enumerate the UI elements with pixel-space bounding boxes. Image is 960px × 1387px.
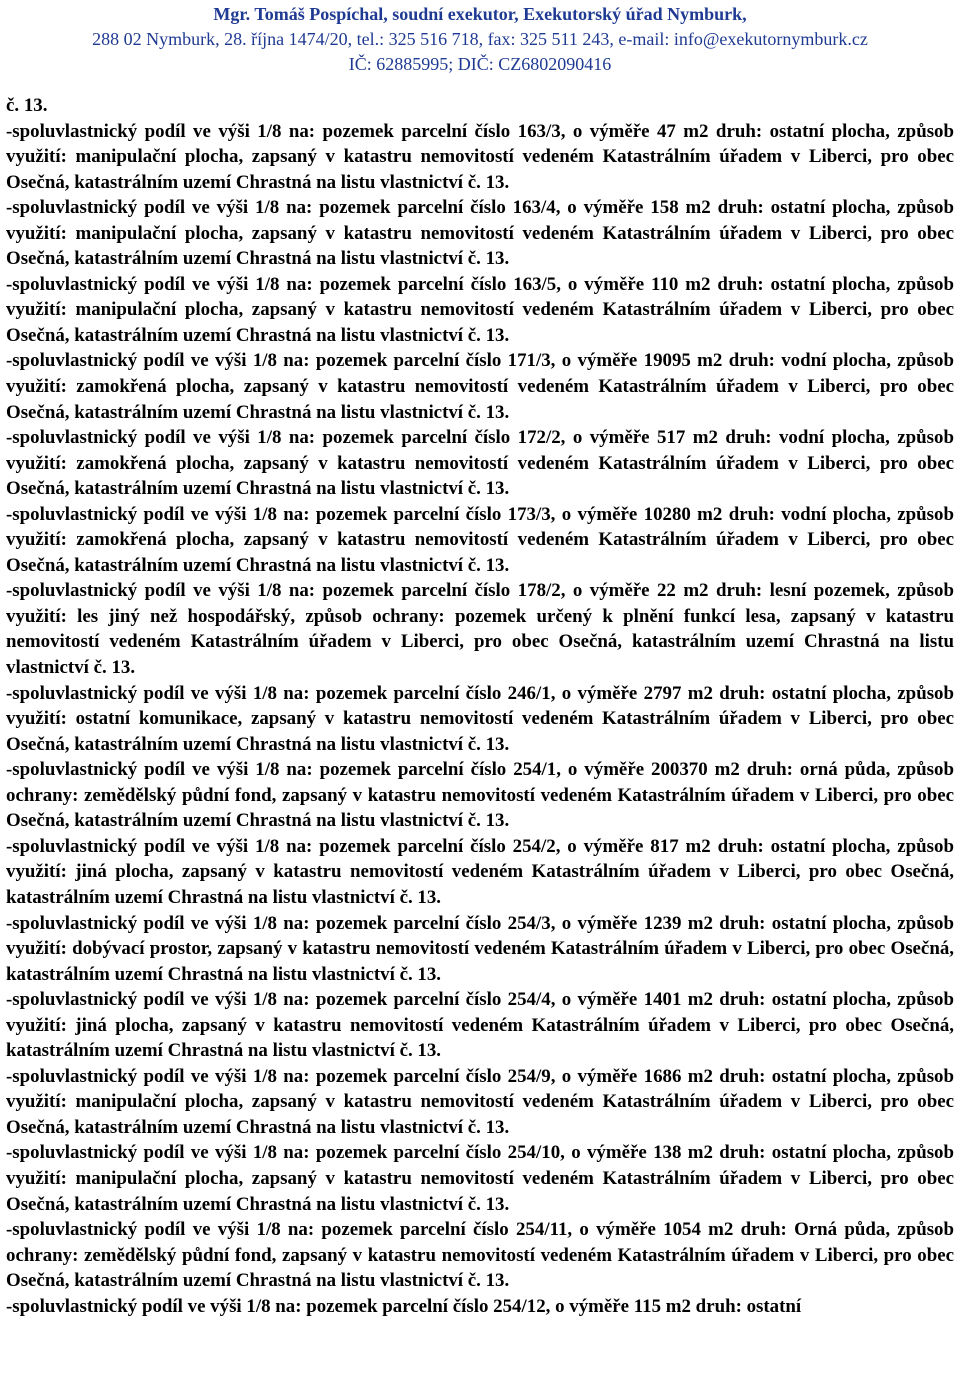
letterhead-name: Mgr. Tomáš Pospíchal, soudní exekutor, Exekutorský úřad Nymburk,: [213, 4, 747, 24]
paragraph: -spoluvlastnický podíl ve výši 1/8 na: pozemek parcelní číslo 172/2, o výměře 517 m2 druh: vodní plocha, způsob využití: zamokřená plocha, zapsaný v katastru nemovitostí vedeném Katastrálním úřadem v Liberci, pro obec Osečná, katastrálním uzemí Chrastná na listu vlastnictví č. 13.: [6, 427, 954, 500]
paragraph: -spoluvlastnický podíl ve výši 1/8 na: pozemek parcelní číslo 163/4, o výměře 158 m2 druh: ostatní plocha, způsob využití: manipulační plocha, zapsaný v katastru nemovitostí vedeném Katastrálním úřadem v Liberci, pro obec Osečná, katastrálním uzemí Chrastná na listu vlastnictví č. 13.: [6, 197, 954, 270]
paragraph: -spoluvlastnický podíl ve výši 1/8 na: pozemek parcelní číslo 254/11, o výměře 1054 m2 druh: Orná půda, způsob ochrany: zemědělský půdní fond, zapsaný v katastru nemovitostí vedeném Katastrálním úřadem v Liberci, pro obec Osečná, katastrálním uzemí Chrastná na listu vlastnictví č. 13.: [6, 1219, 954, 1292]
letterhead-ids: IČ: 62885995; DIČ: CZ6802090416: [348, 54, 612, 74]
paragraph: -spoluvlastnický podíl ve výši 1/8 na: pozemek parcelní číslo 178/2, o výměře 22 m2 druh: lesní pozemek, způsob využití: les jiný než hospodářský, způsob ochrany: pozemek určený k plnění funkcí lesa, zapsaný v katastru nemovitostí vedeném Katastrálním úřadem v Liberci, pro obec Osečná, katastrálním uzemí Chrastná na listu vlastnictví č. 13.: [6, 580, 954, 679]
paragraph: -spoluvlastnický podíl ve výši 1/8 na: pozemek parcelní číslo 254/9, o výměře 1686 m2 druh: ostatní plocha, způsob využití: manipulační plocha, zapsaný v katastru nemovitostí vedeném Katastrálním úřadem v Liberci, pro obec Osečná, katastrálním uzemí Chrastná na listu vlastnictví č. 13.: [6, 1065, 954, 1138]
paragraph: -spoluvlastnický podíl ve výši 1/8 na: pozemek parcelní číslo 254/10, o výměře 138 m2 druh: ostatní plocha, způsob využití: manipulační plocha, zapsaný v katastru nemovitostí vedeném Katastrálním úřadem v Liberci, pro obec Osečná, katastrálním uzemí Chrastná na listu vlastnictví č. 13.: [6, 1142, 954, 1215]
paragraph: -spoluvlastnický podíl ve výši 1/8 na: pozemek parcelní číslo 254/2, o výměře 817 m2 druh: ostatní plocha, způsob využití: jiná plocha, zapsaný v katastru nemovitostí vedeném Katastrálním úřadem v Liberci, pro obec Osečná, katastrálním uzemí Chrastná na listu vlastnictví č. 13.: [6, 835, 954, 908]
paragraph: -spoluvlastnický podíl ve výši 1/8 na: pozemek parcelní číslo 163/3, o výměře 47 m2 druh: ostatní plocha, způsob využití: manipulační plocha, zapsaný v katastru nemovitostí vedeném Katastrálním úřadem v Liberci, pro obec Osečná, katastrálním uzemí Chrastná na listu vlastnictví č. 13.: [6, 120, 954, 193]
paragraph: -spoluvlastnický podíl ve výši 1/8 na: pozemek parcelní číslo 173/3, o výměře 10280 m2 druh: vodní plocha, způsob využití: zamokřená plocha, zapsaný v katastru nemovitostí vedeném Katastrálním úřadem v Liberci, pro obec Osečná, katastrálním uzemí Chrastná na listu vlastnictví č. 13.: [6, 503, 954, 576]
paragraph: -spoluvlastnický podíl ve výši 1/8 na: pozemek parcelní číslo 254/4, o výměře 1401 m2 druh: ostatní plocha, způsob využití: jiná plocha, zapsaný v katastru nemovitostí vedeném Katastrálním úřadem v Liberci, pro obec Osečná, katastrálním uzemí Chrastná na listu vlastnictví č. 13.: [6, 989, 954, 1062]
paragraph: -spoluvlastnický podíl ve výši 1/8 na: pozemek parcelní číslo 254/1, o výměře 200370 m2 druh: orná půda, způsob ochrany: zemědělský půdní fond, zapsaný v katastru nemovitostí vedeném Katastrálním úřadem v Liberci, pro obec Osečná, katastrálním uzemí Chrastná na listu vlastnictví č. 13.: [6, 759, 954, 832]
paragraph: -spoluvlastnický podíl ve výši 1/8 na: pozemek parcelní číslo 171/3, o výměře 19095 m2 druh: vodní plocha, způsob využití: zamokřená plocha, zapsaný v katastru nemovitostí vedeném Katastrálním úřadem v Liberci, pro obec Osečná, katastrálním uzemí Chrastná na listu vlastnictví č. 13.: [6, 350, 954, 423]
letterhead-address: 288 02 Nymburk, 28. října 1474/20, tel.: 325 516 718, fax: 325 511 243, e-mail: info@exekutornymburk.cz: [92, 29, 868, 49]
paragraph: -spoluvlastnický podíl ve výši 1/8 na: pozemek parcelní číslo 163/5, o výměře 110 m2 druh: ostatní plocha, způsob využití: manipulační plocha, zapsaný v katastru nemovitostí vedeném Katastrálním úřadem v Liberci, pro obec Osečná, katastrálním uzemí Chrastná na listu vlastnictví č. 13.: [6, 273, 954, 346]
document-body: [6, 93, 954, 1319]
paragraph: -spoluvlastnický podíl ve výši 1/8 na: pozemek parcelní číslo 254/12, o výměře 115 m2 druh: ostatní: [6, 1295, 802, 1317]
letterhead: [0, 0, 960, 77]
lead-line: č. 13.: [6, 95, 48, 116]
paragraph: -spoluvlastnický podíl ve výši 1/8 na: pozemek parcelní číslo 246/1, o výměře 2797 m2 druh: ostatní plocha, způsob využití: ostatní komunikace, zapsaný v katastru nemovitostí vedeném Katastrálním úřadem v Liberci, pro obec Osečná, katastrálním uzemí Chrastná na listu vlastnictví č. 13.: [6, 682, 954, 755]
paragraph: -spoluvlastnický podíl ve výši 1/8 na: pozemek parcelní číslo 254/3, o výměře 1239 m2 druh: ostatní plocha, způsob využití: dobývací prostor, zapsaný v katastru nemovitostí vedeném Katastrálním úřadem v Liberci, pro obec Osečná, katastrálním uzemí Chrastná na listu vlastnictví č. 13.: [6, 912, 954, 985]
